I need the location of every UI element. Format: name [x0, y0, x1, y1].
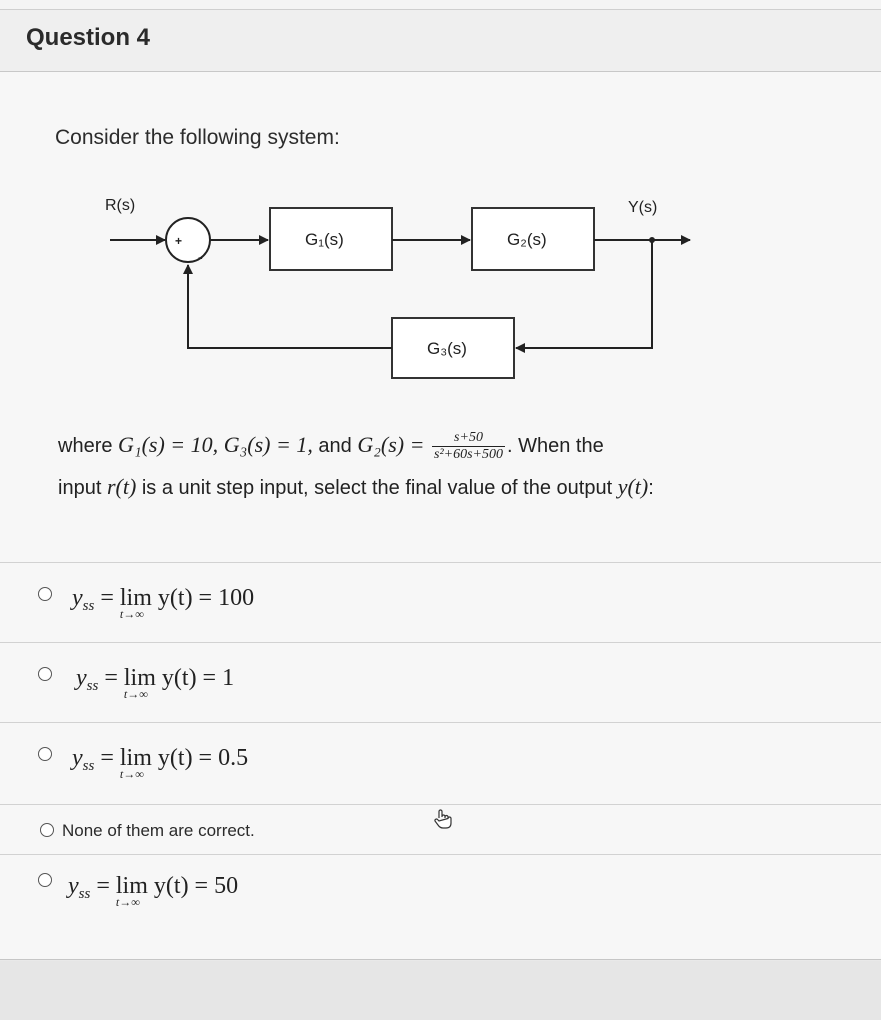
option-formula: $y_{ss} = \lim$ t→∞ y(t) = 0.5: [72, 745, 249, 781]
stmt-g1: G₁(s) = 10,: [118, 432, 219, 457]
block-g3-label: G₃(s): [427, 339, 467, 358]
answer-option-2[interactable]: [0, 642, 881, 722]
stmt-input-pre: input: [58, 477, 102, 499]
radio-button[interactable]: [38, 747, 52, 761]
stmt-when: . When the: [507, 435, 604, 457]
summing-junction: [166, 218, 210, 262]
bottom-strip: [0, 961, 881, 1020]
plus-sign: +: [175, 234, 183, 248]
stmt-where: where: [58, 435, 113, 457]
answer-option-3[interactable]: [0, 722, 881, 804]
top-edge: [0, 0, 881, 10]
hand-pointer-icon: [432, 808, 454, 830]
option-formula: $y_{ss} = \lim$ t→∞ y(t) = 100: [72, 585, 255, 621]
statement-line-1: [58, 422, 604, 469]
g2-numerator: s+50: [432, 430, 505, 447]
output-label: Y(s): [628, 199, 658, 216]
stmt-g3: G₃(s) = 1,: [223, 432, 313, 457]
option-formula: $y_{ss} = \lim$ t→∞ y(t) = 50: [68, 873, 239, 909]
g2-denominator: s²+60s+500: [434, 447, 503, 463]
option-text: None of them are correct.: [62, 821, 255, 840]
question-title: Question 4: [26, 24, 151, 51]
statement-line-2: [58, 464, 654, 511]
question-prompt: Consider the following system:: [55, 126, 340, 149]
block-g1-label: G₁(s): [305, 230, 344, 249]
stmt-input-y: y(t): [617, 474, 649, 499]
block-g2-label: G₂(s): [507, 230, 547, 249]
radio-button[interactable]: [38, 873, 52, 887]
answer-option-5[interactable]: [0, 854, 881, 944]
stmt-g2: G₂(s) =: [357, 432, 425, 457]
stmt-and: and: [318, 435, 352, 457]
question-header: [0, 10, 881, 72]
feedback-path-left: [188, 265, 392, 348]
option-formula: $y_{ss} = \lim$ t→∞ y(t) = 1: [76, 665, 235, 701]
g2-fraction: [432, 430, 505, 463]
answer-option-1[interactable]: [0, 562, 881, 642]
radio-button[interactable]: [38, 667, 52, 681]
minus-sign: -: [198, 249, 203, 265]
radio-button[interactable]: [38, 587, 52, 601]
block-diagram: [0, 172, 881, 392]
stmt-input-mid: is a unit step input, select the final value of the output: [141, 477, 613, 499]
stmt-input-r: r(t): [106, 474, 137, 499]
stmt-colon: :: [648, 477, 654, 499]
input-label: R(s): [105, 197, 136, 214]
radio-button[interactable]: [40, 823, 54, 837]
